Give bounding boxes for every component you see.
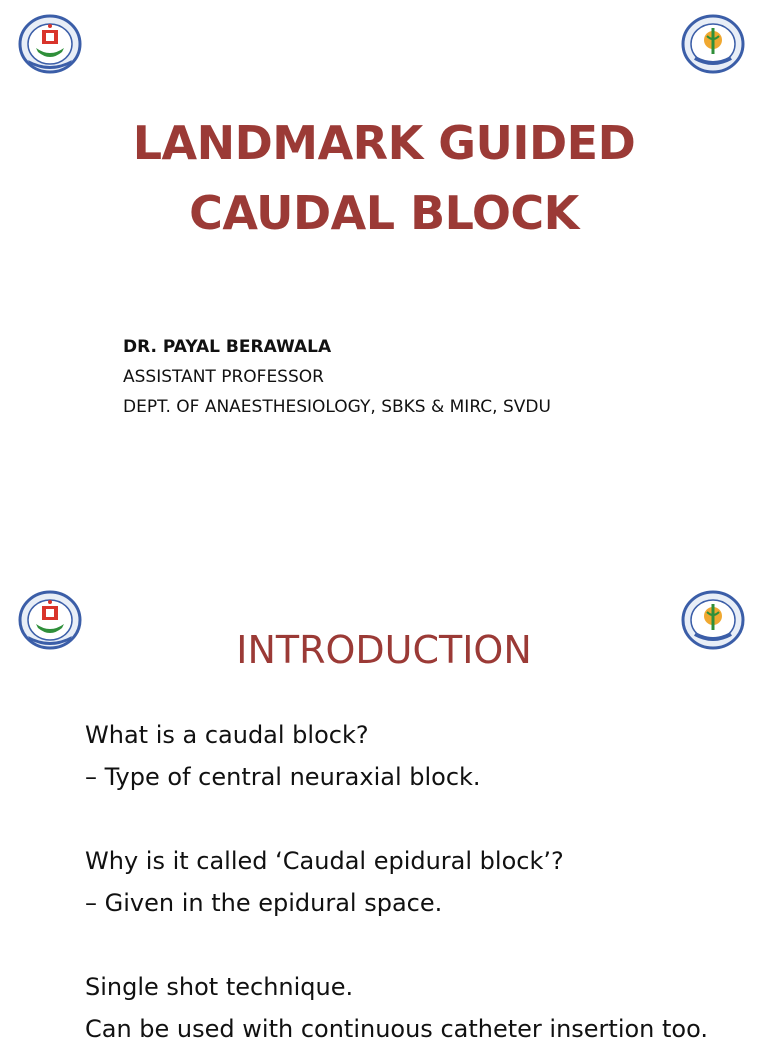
body-line: Why is it called ‘Caudal epidural block’? xyxy=(85,847,564,875)
seal-right-icon xyxy=(681,14,745,74)
medical-institute-seal-logo xyxy=(681,14,745,74)
body-line: – Given in the epidural space. xyxy=(85,889,443,917)
body-line: Single shot technique. xyxy=(85,973,354,1001)
author-block xyxy=(123,332,551,422)
body-spacer xyxy=(85,798,745,840)
author-name: DR. PAYAL BERAWALA xyxy=(123,337,332,357)
body-line: Can be used with continuous catheter insertion too. xyxy=(85,1015,709,1043)
section-heading: INTRODUCTION xyxy=(236,628,532,672)
author-title: ASSISTANT PROFESSOR xyxy=(123,367,324,387)
introduction-body xyxy=(85,714,745,1050)
body-line: – Type of central neuraxial block. xyxy=(85,763,481,791)
slide-title xyxy=(0,108,768,248)
title-line-1: LANDMARK GUIDED xyxy=(132,116,636,170)
vidyapeeth-seal-logo xyxy=(18,14,82,74)
body-spacer xyxy=(85,924,745,966)
body-line: What is a caudal block? xyxy=(85,721,369,749)
author-department: DEPT. OF ANAESTHESIOLOGY, SBKS & MIRC, SVDU xyxy=(123,397,551,417)
seal-left-icon xyxy=(18,14,82,74)
title-line-2: CAUDAL BLOCK xyxy=(189,186,579,240)
introduction-slide xyxy=(0,576,768,1043)
